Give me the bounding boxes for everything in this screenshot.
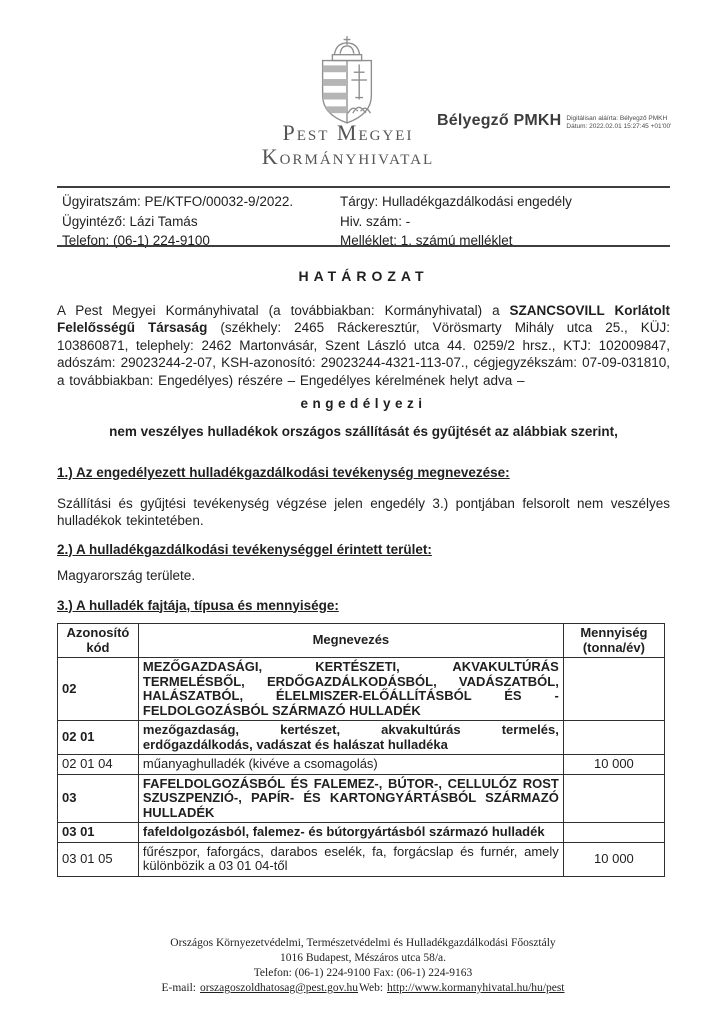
waste-table-header-row [58, 624, 665, 658]
col-header-name: Megnevezés [138, 624, 563, 658]
grants-scope: nem veszélyes hulladékok országos szállítását és gyűjtését az alábbiak szerint, [109, 423, 618, 439]
stamp-detail [566, 112, 671, 131]
hungarian-coat-of-arms-icon [308, 34, 386, 128]
waste-quantity [563, 658, 664, 721]
waste-quantity: 10 000 [563, 842, 664, 876]
waste-quantity [563, 721, 664, 755]
case-info-left [62, 192, 332, 251]
stamp-signed-by: Digitálisan aláírta: Bélyegző PMKH [566, 115, 668, 122]
org-name-line2: Kormányhivatal [261, 144, 435, 169]
intro-pre: A Pest Megyei Kormányhivatal (a továbbiakban: Kormányhivatal) a [57, 302, 510, 318]
section-3-heading: 3.) A hulladék fajtája, típusa és mennyisége: [57, 597, 339, 613]
divider-bottom [57, 245, 670, 247]
waste-quantity [563, 774, 664, 823]
waste-name: műanyaghulladék (kivéve a csomagolás) [138, 755, 563, 775]
footer-email-label: E-mail: [161, 982, 196, 994]
intro-post: (székhely: 2465 Ráckeresztúr, Vörösmarty Mihály utca 25., KÜJ: 103860871, telephely: 2462 Martonvásár, Szent László utca 44. 0259/2 hrsz., KTJ: 102009847, adószám: 29023244-2-07, KSH-azonosító: 29023244-4321-113-07., cégjegyzékszám: 07-09-031810, a továbbiakban: Engedélyes) részére – Engedélyes kérelmének helyt adva – [57, 320, 670, 388]
org-name-line1: Pest Megyei [282, 120, 414, 145]
intro-company-name: SZANCSOVILL Korlátolt Felelősségű Társaság [57, 302, 670, 335]
waste-name: FAFELDOLGOZÁSBÓL ÉS FALEMEZ-, BÚTOR-, CELLULÓZ ROST SZUSZPENZIÓ-, PAPÍR- ÉS KARTONGYÁRTÁSBÓL SZÁRMAZÓ HULLADÉK [138, 774, 563, 823]
footer-phone-fax: Telefon: (06-1) 224-9100 Fax: (06-1) 224-9163 [253, 967, 473, 979]
case-number: Ügyiratszám: PE/KTFO/00032-9/2022. [62, 194, 294, 209]
stamp-label: Bélyegző PMKH [437, 112, 562, 129]
footer-contact-line [0, 981, 726, 996]
grants-word: engedélyezi [300, 396, 427, 411]
waste-code: 03 [58, 774, 139, 823]
waste-quantity: 10 000 [563, 755, 664, 775]
table-row [58, 842, 665, 876]
case-officer: Ügyintéző: Lázi Tamás [62, 213, 198, 229]
section-1-heading: 1.) Az engedélyezett hulladékgazdálkodási tevékenység megnevezése: [57, 465, 510, 480]
waste-table [57, 623, 665, 877]
divider-top [57, 186, 670, 188]
section-2-body: Magyarország területe. [57, 568, 196, 583]
waste-name: fafeldolgozásból, falemez- és bútorgyártásból származó hulladék [138, 823, 563, 843]
waste-name: mezőgazdaság, kertészet, akvakultúrás termelés, erdőgazdálkodás, vadászat és halászat hulladéka [138, 721, 563, 755]
footer-web-label: Web: [359, 982, 384, 994]
table-row [58, 774, 665, 823]
decision-intro [57, 302, 670, 390]
page-footer [0, 936, 726, 996]
case-subject: Tárgy: Hulladékgazdálkodási engedély [340, 194, 572, 209]
table-row [58, 658, 665, 721]
col-header-code: Azonosító kód [58, 624, 139, 658]
waste-code: 03 01 05 [58, 842, 139, 876]
waste-code: 02 [58, 658, 139, 721]
table-row [58, 755, 665, 775]
case-phone: Telefon: (06-1) 224-9100 [62, 233, 210, 248]
decision-title: HATÁROZAT [298, 268, 429, 284]
waste-name: fűrészpor, faforgács, darabos eselék, fa, forgácslap és furnér, amely különbözik a 03 01 04-től [138, 842, 563, 876]
footer-address: 1016 Budapest, Mészáros utca 58/a. [279, 952, 447, 964]
case-ref-number: Hiv. szám: - [340, 213, 411, 229]
decision-content [57, 264, 670, 877]
table-row [58, 823, 665, 843]
waste-code: 02 01 [58, 721, 139, 755]
waste-code: 03 01 [58, 823, 139, 843]
digital-signature-stamp [437, 112, 671, 131]
section-1-body: Szállítási és gyűjtési tevékenység végzése jelen engedély 3.) pontjában felsorolt nem veszélyes hulladékok tekintetében. [57, 495, 670, 528]
col-header-quantity: Mennyiség (tonna/év) [563, 624, 664, 658]
footer-web-link[interactable]: http://www.kormanyhivatal.hu/hu/pest [387, 982, 565, 994]
table-row [58, 721, 665, 755]
case-attachment: Melléklet: 1. számú melléklet [340, 233, 513, 248]
waste-name: MEZŐGAZDASÁGI, KERTÉSZETI, AKVAKULTÚRÁS TERMELÉSBŐL, ERDŐGAZDÁLKODÁSBÓL, VADÁSZATBÓL, HALÁSZATBÓL, ÉLELMISZER-ELŐÁLLÍTÁSBÓL ÉS -FELDOLGOZÁSBÓL SZÁRMAZÓ HULLADÉK [138, 658, 563, 721]
waste-code: 02 01 04 [58, 755, 139, 775]
waste-quantity [563, 823, 664, 843]
section-2-heading: 2.) A hulladékgazdálkodási tevékenységgel érintett terület: [57, 541, 432, 557]
case-info-right [340, 192, 660, 251]
stamp-date: Dátum: 2022.02.01 15:27:45 +01'00' [566, 123, 672, 130]
footer-department: Országos Környezetvédelmi, Természetvédelmi és Hulladékgazdálkodási Főosztály [170, 937, 556, 949]
footer-email-link[interactable]: orszagoszoldhatosag@pest.gov.hu [199, 982, 359, 994]
